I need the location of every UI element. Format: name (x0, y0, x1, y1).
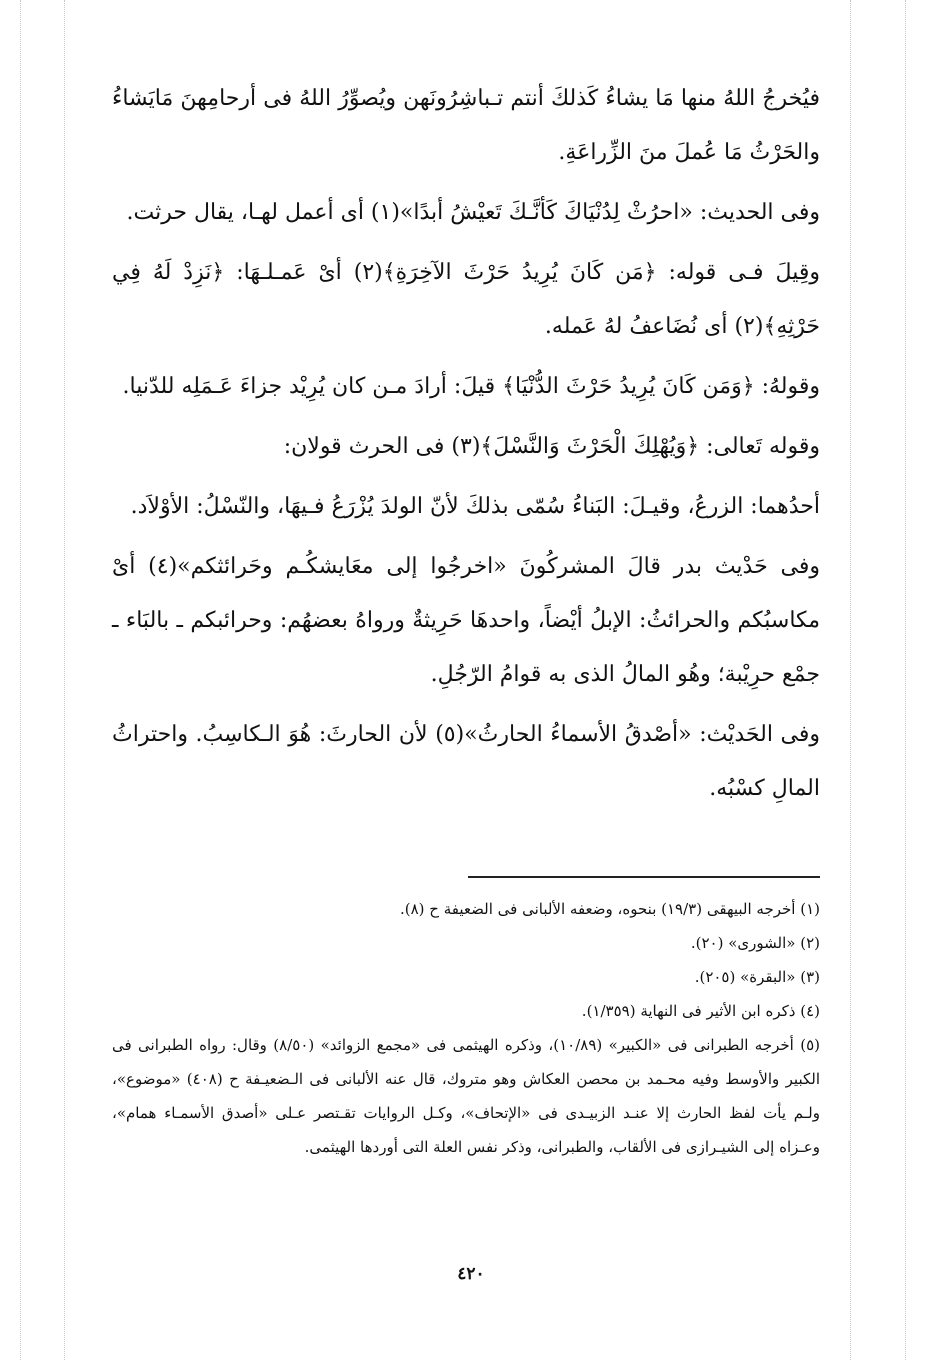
footnote-separator (468, 876, 820, 878)
margin-guide-line (64, 0, 65, 1360)
paragraph: فيُخرجُ اللهُ منها مَا يشاءُ كَذلكَ أنتم تـباشِرُونَهن ويُصوِّرُ اللهُ فى أرحامِهنَ مَايَشاءُ والحَرْثُ مَا عُملَ منَ الزِّراعَةِ. (112, 86, 820, 165)
footnote: (٤) ذكره ابن الأثير فى النهاية (١/٣٥٩). (581, 1002, 820, 1020)
footnotes (112, 892, 820, 1164)
paragraph: وقولهُ: ﴿وَمَن كَانَ يُرِيدُ حَرْثَ الدُّنْيَا﴾ قيلَ: أرادَ مـن كان يُرِيْد جزاءَ عَـمَلِه للدّنيا. (122, 374, 820, 399)
paragraph: وفى الحديث: «احرُثْ لِدُنْيَاكَ كَأنَّـكَ تَعيْشُ أبدًا»(١) أى أعمل لهـا، يقال حرثت. (126, 200, 820, 225)
paragraph: وقِيلَ فـى قوله: ﴿مَن كَانَ يُرِيدُ حَرْثَ الآخِرَةِ﴾(٢) أىْ عَمـلـهَا: ﴿نَزِدْ لَهُ فِي حَرْثِهِ﴾(٢) أى نُضَاعفُ لهُ عَمله. (112, 260, 820, 339)
footnote: (٢) «الشورى» (٢٠). (690, 934, 820, 952)
paragraph: أحدُهما: الزرعُ، وقيـلَ: البَناءُ سُمّى بذلكَ لأنّ الولدَ يُزْرَعُ فـيهَا، والنّسْلُ: الأوْلاَد. (130, 494, 820, 519)
paragraph: وفى حَدْيث بدر قالَ المشركُونَ «اخرجُوا إلى معَايشكُـم وحَرائثكم»(٤) أىْ مكاسبُكم والحرائثُ: الإبلُ أيْضاً، واحدهَا حَرِيثةٌ ورواهُ بعضهُم: وحرائبكم ـ بالبَاء ـ جمْع حرِيْبة؛ وهُو المالُ الذى به قوامُ الرّجُلِ. (112, 554, 820, 687)
paragraph: وفى الحَديْث: «أصْدقُ الأسماءُ الحارثُ»(٥) لأن الحارثَ: هُوَ الـكاسِبُ. واحتراثُ المالِ كسْبُه. (112, 722, 820, 801)
margin-guide-line (905, 0, 906, 1360)
paragraph: وقوله تَعالى: ﴿وَيُهْلِكَ الْحَرْثَ وَالنَّسْلَ﴾(٣) فى الحرث قولان: (283, 434, 820, 459)
footnote: (٣) «البقرة» (٢٠٥). (694, 968, 820, 986)
footnote: (١) أخرجه البيهقى (١٩/٣) بنحوه، وضعفه الألبانى فى الضعيفة ح (٨). (399, 900, 820, 918)
margin-guide-line (20, 0, 21, 1360)
margin-guide-line (850, 0, 851, 1360)
main-text (112, 72, 820, 822)
footnote: (٥) أخرجه الطبرانى فى «الكبير» (١٠/٨٩)، وذكره الهيثمى فى «مجمع الزوائد» (٨/٥٠) وقال: رواه الطبرانى فى الكبير والأوسط وفيه محـمد بن محصن العكاش وهو متروك، قال عنه الألبانى فى الـضعيـفة ح (٤٠٨) «موضوع»، ولـم يأت لفظ الحارث إلا عنـد الزبيـدى فى «الإتحاف»، وكـل الروايات تقـتصر عـلى «أصدق الأسمـاء همام»، وعـزاه إلى الشيـرازى فى الألقاب، والطبرانى، وذكر نفس العلة التى أوردها الهيثمى. (112, 1036, 820, 1156)
page-number: ٤٢٠ (457, 1264, 485, 1284)
